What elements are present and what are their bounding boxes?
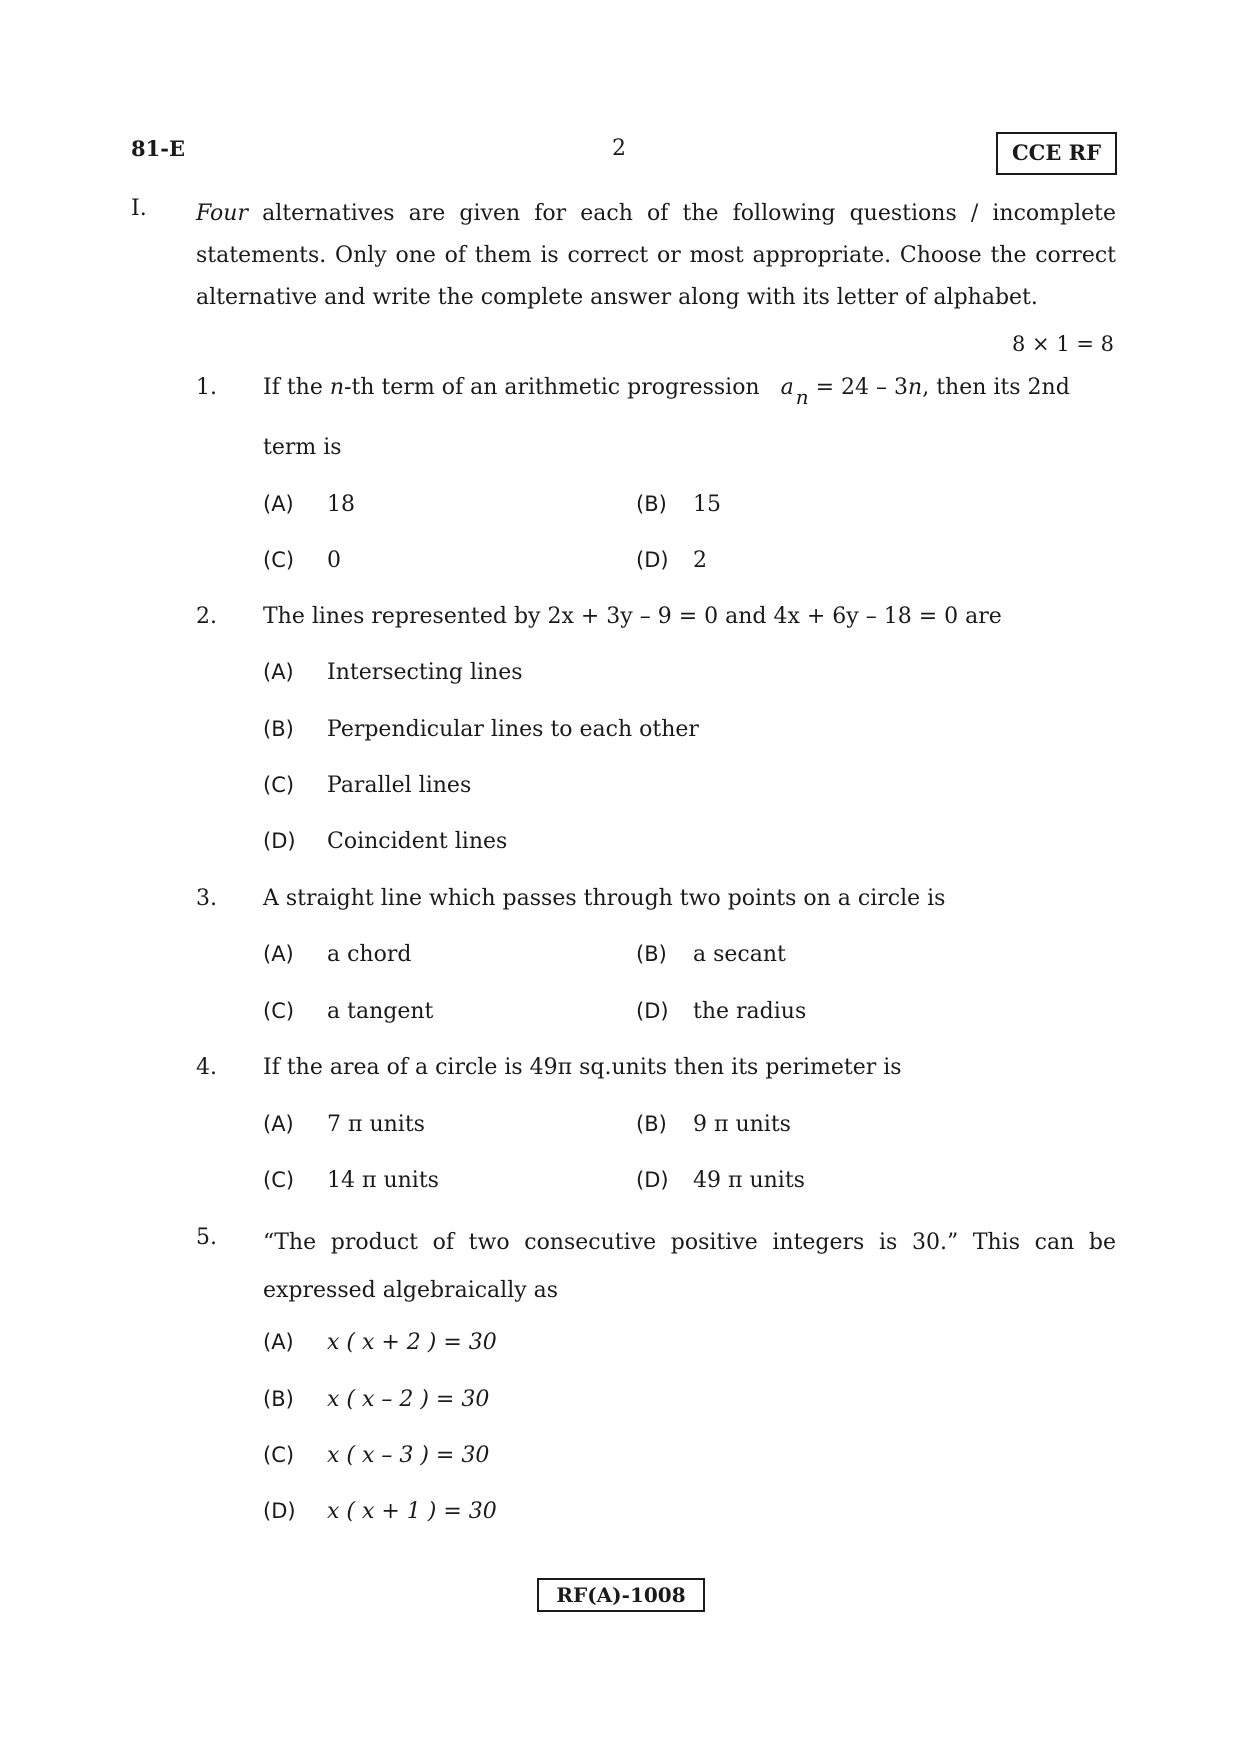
q3-option-d-text: the radius: [693, 999, 807, 1024]
q5-option-c-label: (C): [263, 1443, 295, 1467]
q2-option-a-label: (A): [263, 660, 294, 684]
q3-option-a-text: a chord: [327, 942, 412, 967]
q5-option-a-text: x ( x + 2 ) = 30: [327, 1330, 497, 1355]
question-4-text: If the area of a circle is 49π sq.units then its perimeter is: [263, 1055, 902, 1080]
q2-option-b-text: Perpendicular lines to each other: [327, 717, 699, 742]
page-number: 2: [612, 136, 626, 161]
q1-option-d-label: (D): [636, 548, 669, 572]
q5-option-a-label: (A): [263, 1330, 294, 1354]
q3-option-c-text: a tangent: [327, 999, 434, 1024]
question-5-number: 5.: [196, 1225, 217, 1250]
q1-formula-a: a: [780, 375, 794, 400]
q2-option-c-label: (C): [263, 773, 295, 797]
q1-formula-sub: n: [795, 385, 809, 409]
q4-option-c-text: 14 π units: [327, 1168, 439, 1193]
q4-option-b-label: (B): [636, 1112, 667, 1136]
section-number: I.: [131, 196, 147, 221]
q5-option-b-text: x ( x – 2 ) = 30: [327, 1387, 490, 1412]
q1-text-var: n: [329, 375, 345, 400]
q3-option-b-text: a secant: [693, 942, 786, 967]
q1-option-b-label: (B): [636, 492, 667, 516]
question-3-text: A straight line which passes through two points on a circle is: [263, 886, 946, 911]
q2-option-a-text: Intersecting lines: [327, 660, 523, 685]
q5-option-b-label: (B): [263, 1387, 294, 1411]
q1-text-part3: , then its 2nd: [922, 375, 1070, 400]
q3-option-b-label: (B): [636, 942, 667, 966]
q1-formula-n: n: [908, 375, 923, 400]
question-5-text: “The product of two consecutive positive integers is 30.” This can be expressed algebraically as: [263, 1230, 1116, 1303]
header-box-label: CCE RF: [996, 132, 1117, 175]
q4-option-a-text: 7 π units: [327, 1112, 425, 1137]
q3-option-c-label: (C): [263, 999, 295, 1023]
section-instruction: [196, 193, 1116, 319]
paper-code: 81-E: [131, 136, 185, 161]
q4-option-b-text: 9 π units: [693, 1112, 791, 1137]
question-2-number: 2.: [196, 604, 217, 629]
q5-option-d-label: (D): [263, 1499, 296, 1523]
q3-option-a-label: (A): [263, 942, 294, 966]
q1-option-d-text: 2: [693, 548, 707, 573]
instruction-lead: Four: [196, 201, 248, 226]
question-1-text: [263, 375, 1116, 409]
question-1-number: 1.: [196, 375, 217, 400]
q4-option-d-text: 49 π units: [693, 1168, 805, 1193]
q2-option-d-label: (D): [263, 829, 296, 853]
q4-option-c-label: (C): [263, 1168, 295, 1192]
q1-formula-rest: = 24 – 3: [808, 375, 909, 400]
question-1-text-line2: term is: [263, 435, 342, 460]
q2-option-c-text: Parallel lines: [327, 773, 472, 798]
q3-option-d-label: (D): [636, 999, 669, 1023]
instruction-rest: alternatives are given for each of the following questions / incomplete statements. Only one of them is correct or most appropriate. Choose the correct alternative and write the complete answer along with its letter of alphabet.: [196, 201, 1116, 310]
question-3-number: 3.: [196, 886, 217, 911]
question-2-text: The lines represented by 2x + 3y – 9 = 0 and 4x + 6y – 18 = 0 are: [263, 604, 1002, 629]
q1-option-b-text: 15: [693, 492, 721, 517]
q1-option-a-text: 18: [327, 492, 355, 517]
q4-option-d-label: (D): [636, 1168, 669, 1192]
question-4-number: 4.: [196, 1055, 217, 1080]
footer-code-box: RF(A)-1008: [537, 1578, 705, 1612]
q5-option-c-text: x ( x – 3 ) = 30: [327, 1443, 490, 1468]
q2-option-b-label: (B): [263, 717, 294, 741]
q1-text-part1: If the: [263, 375, 330, 400]
q1-option-c-text: 0: [327, 548, 341, 573]
section-marks: 8 × 1 = 8: [1012, 332, 1114, 356]
q1-text-part2: -th term of an arithmetic progression: [344, 375, 767, 400]
q5-option-d-text: x ( x + 1 ) = 30: [327, 1499, 497, 1524]
q4-option-a-label: (A): [263, 1112, 294, 1136]
q1-option-c-label: (C): [263, 548, 295, 572]
q1-option-a-label: (A): [263, 492, 294, 516]
q2-option-d-text: Coincident lines: [327, 829, 508, 854]
